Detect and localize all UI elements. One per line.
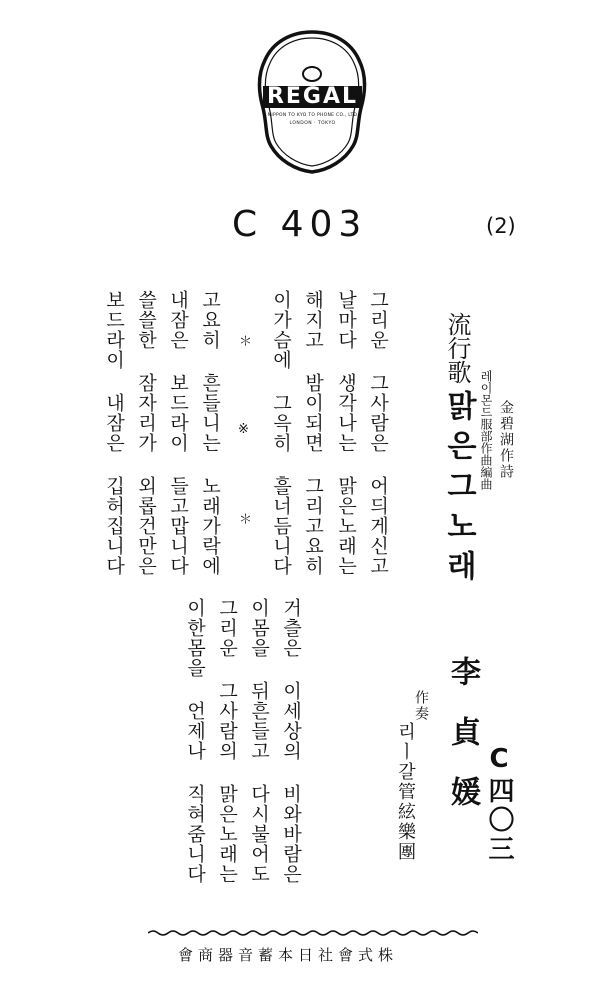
verse3-line: 거츨은 이세상의 비와바람은 — [280, 598, 302, 884]
catalog-number: C 403 — [232, 204, 368, 245]
verse2-line: 내잠은 보드라이 들고맙니다 — [167, 290, 189, 576]
singer-name: 李貞媛 — [445, 656, 480, 836]
logo-subtext: NIPPON TO KYO TO PHONE CO., LTD — [267, 113, 358, 118]
verse2-line: 보드라이 내잠은 깁허집니다 — [103, 290, 125, 576]
verse3-line: 이몸을 뒤흔들고 다시불어도 — [248, 598, 270, 884]
regal-logo — [255, 28, 370, 176]
genre-label: 流行歌 — [443, 312, 471, 384]
verse1-line: 이가슴에 그윽히 흘너듬니다 — [270, 290, 292, 576]
verse-separator: ＊ ※ ＊ — [236, 334, 251, 555]
verse1-line: 그리운 그사람은 어듸게신고 — [367, 290, 389, 576]
verse3-line: 이한몸을 언제나 직혀줌니다 — [184, 598, 206, 884]
side-number: (2) — [486, 214, 516, 238]
arranger-credit: 레이몬드服部作曲編曲 — [479, 370, 493, 490]
verse1-line: 날마다 생각나는 맑은노래는 — [335, 290, 357, 576]
verse1-line: 해지고 밤이되면 그리고요히 — [302, 290, 324, 576]
verse2-line: 고요히 흔들니는 노래가락에 — [199, 290, 221, 576]
accompaniment-name: 리ㅣ갈管絃樂團 — [395, 722, 416, 862]
verse3-line: 그리운 그사람의 맑은노래는 — [216, 598, 238, 884]
publisher-footer: 株式會社日本蓄音器商會 — [178, 946, 399, 964]
song-title: 맑은그노래 — [441, 390, 476, 590]
footer-divider — [148, 928, 478, 938]
logo-subtext-2: LONDON · TOKYO — [289, 121, 336, 126]
catalog-number-vertical: C四〇三 — [484, 744, 514, 864]
accompaniment-label: 作奏 — [413, 690, 429, 722]
lyricist-credit: 金碧湖作詩 — [498, 400, 514, 480]
logo-brand: REGAL — [266, 84, 359, 109]
verse2-line: 쓸쓸한 잠자리가 외롭건만은 — [135, 290, 157, 576]
